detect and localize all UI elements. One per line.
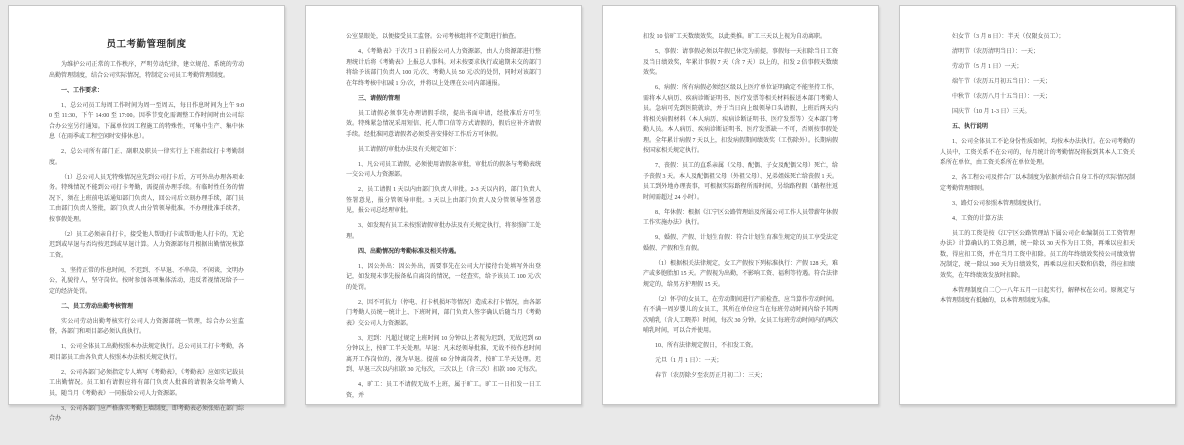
- page-3-content: [603, 6, 878, 402]
- paragraph: 元旦（1 月 1 日）：一天；: [655, 358, 723, 364]
- section-heading: 四、出勤情况的考勤标准及相关待遇。: [358, 248, 461, 255]
- paragraph: 4、工资的计算方法: [952, 215, 1004, 222]
- paragraph: 本管理制度自二〇一八年五月一日起实行，解释权在公司。原规定与本管理制度有抵触的，以本管理制度为准。: [940, 287, 1135, 304]
- paragraph: 4、《考勤表》于次月 3 日前报公司人力资源部，由人力资源部进行整理统计后将《考勤表》上报总人事科。对未按要求执行或逾期未交的部门将给予该部门负责人 100 元/次、考勤人员 50 元/次的处罚，同时对该部门在年终考核中扣减 1 分/次，并将以上处理在公司内部通报。: [346, 49, 541, 87]
- section-heading: 三、请假的管理: [358, 95, 401, 102]
- page-2[interactable]: [305, 5, 582, 405]
- page-4[interactable]: [899, 5, 1176, 405]
- paragraph: 2、公司各部门必须指定专人填写《考勤表》，《考勤表》应如实记载员工出勤情况。员工如有请假应将有部门负责人批准的请假条交给考勤人员，随当月《考勤表》一同报给公司人力资源部。: [49, 369, 245, 397]
- paragraph-continuation: 扣发 10 倍旷工天数绩效奖，以此类推。旷工三天以上视为自动离职。: [643, 34, 827, 40]
- paragraph: 5、事假：请事假必须以年假已休完为前提，事假每一天扣除当日工资及当日绩效奖，年累计事假 7 天（含 7 天）以上的，扣发 2 倍事假天数绩效奖。: [643, 49, 839, 76]
- paragraph: （2）员工必须亲自打卡，接受他人帮助打卡或帮助他人打卡的，无论迟到或早退与否均按迟到或早退计算。人力资源部每月根据出勤情况核算工资。: [49, 231, 245, 259]
- paragraph: 3、路灯公司参照本管理制度执行。: [952, 200, 1046, 207]
- paragraph: 2、因不可抗力（停电、打卡机损坏等情况）造成未打卡情况，由各部门考勤人员统一统计上、下班时间，部门负责人签字确认后随当月《考勤表》交公司人力资源部。: [346, 299, 542, 327]
- paragraph: 7、丧假：员工的直系亲属（父母、配偶、子女及配偶父母）死亡，给予丧假 3 天。本人及配偶祖父母（外祖父母）、兄弟姐妹死亡给丧假 1 天。员工到外地办理丧事，可根据实际路程所需时间，另给路程假（路程往返时间需超过 24 小时）。: [643, 163, 839, 201]
- paragraph: 国庆节（10 月 1-3 日）三天。: [952, 109, 1031, 115]
- paragraph: 妇女节（3 月 8 日）：半天（仅限女员工）；: [952, 34, 1065, 40]
- paragraph: 3、如发现有员工未按照请假审批办法及有关规定执行，将参照旷工处理。: [346, 223, 542, 240]
- paragraph: 员工请假必须事先办理请假手续，提出书面申请，经批准后方可生效。特殊紧急情况采用短信、托人带口信等方式请假的，假后应补齐请假手续。经批准同意请假者必须妥善安排好工作后方可休假。: [346, 110, 541, 138]
- paragraph: 清明节（农历清明当日）：一天；: [952, 49, 1040, 55]
- paragraph: 2、员工请假 1 天以内由部门负责人审批。2-3 天以内的，部门负责人签署意见，报分管领导审批。3 天以上由部门负责人及分管领导签署意见，报公司总经理审批。: [346, 187, 541, 214]
- paragraph: 1、因公外出：因公外出，需要事先在公司大厅接待台处填写外出登记，如发现未事先报备私自离岗的情况，一经查实，给予该员工 100 元/次的处罚。: [346, 263, 541, 291]
- paragraph: （1）总公司人员无特殊情况应先到公司打卡后，方可外出办理各项业务。特殊情况不能到公司打卡考勤，需提前办理手续。有临时性任务的情况下，须在上班前电话通知部门负责人，回公司后立刻办理手续，部门员工由部门负责人签批，部门负责人由分管领导批准。不办理批准手续者，按事假处理。: [49, 174, 245, 223]
- paragraph: 3、公司各部门应严格落实考勤上墙制度，即考勤表必须张贴在部门综合办: [49, 405, 245, 422]
- paragraph: 1、总公司员工每周工作时间为周一至周五，每日作息时间为上午 9:00 至 11:30，下午 14:00 至 17:00。因季节变化需调整工作时间时由公司综合办公室另行通知。下属单位因工程施工的特殊性，可集中生产、集中休息（在雨季或工程空闲时安排休息）。: [49, 102, 244, 140]
- page-1-content: [9, 6, 284, 445]
- paragraph: 3、坚持正常的作息时间，不迟到、不早退、不串岗、不闲谈，文明办公，礼貌待人，坚守岗位。按时参加各项集体活动，违反者视情况给予一定的经济处罚。: [49, 267, 245, 295]
- paragraph-continuation: 公室显眼处，以便接受员工监督。公司考核组将不定期进行抽查。: [346, 34, 521, 40]
- paragraph: 3、迟到：凡超过规定上班时间 10 分钟以上者视为迟到，无故迟到 60 分钟以上，按旷工半天处理。早退：凡未经领导批准，无故不按作息时间离开工作岗位的，视为早退。提前 60 分钟离岗者，按旷工半天处理。迟到、早退三次以内扣款 30 元每次，三次以上（含三次）扣款 100 元每次。: [346, 335, 542, 373]
- page-2-content: [306, 6, 581, 422]
- document-title: 员工考勤管理制度: [106, 40, 187, 50]
- page-1[interactable]: [8, 5, 285, 422]
- paragraph: 春节（农历除夕至农历正月初二）：三天；: [655, 373, 767, 379]
- section-heading: 一、工作要求：: [61, 87, 104, 94]
- paragraph: 劳动节（5 月 1 日）一天；: [952, 64, 1023, 70]
- paragraph: （1）根据相关法律规定，女工产假按下列标准执行：产假 128 天，难产或多胞胎加 15 天。产假视为出勤，不影响工资、福利等待遇。符合法律规定的，给男方护理假 15 天。: [643, 260, 839, 288]
- paragraph: 1、公司全体员工出勤按照本办法规定执行。总公司员工打卡考勤，各项目部员工由各负责人按照本办法相关规定执行。: [49, 344, 245, 361]
- section-heading: 二、员工劳动出勤考核管理: [61, 303, 134, 310]
- paragraph: 8、年休假：根据《江宁区公路管理站及所属公司工作人员带薪年休假工作实施办法》执行。: [643, 209, 839, 226]
- paragraph: 2、总公司所有部门正、副职及职员一律实行上下班指纹打卡考勤制度。: [49, 149, 244, 166]
- paragraph: 2、各工程公司及拌合厂以本制度为依据并结合自身工作的实际情况制定考勤管理细则。: [940, 175, 1136, 192]
- paragraph: 员工的工资是按《江宁区公路管理站下属公司企业编制员工工资管理办法》计算确认的工资总额，统一除以 30 天作为日工资，再乘以应扣天数，得应扣工资，并在当月工资中扣除。员工的年终绩效奖按公司绩效情况制定，统一除以 360 天为日绩效奖，再乘以应扣天数和倍数，得应扣绩效奖，在年终绩效发放时扣除。: [940, 230, 1135, 279]
- paragraph: （2）怀孕的女员工，在劳动期间进行产前检查，应当算作劳动时间。有不满一周岁婴儿的女员工，其所在单位应当在每班劳动时间内给予其两次哺乳（含人工喂养）时间，每次 30 分钟。女员工每班劳动时间内的两次哺乳时间，可以合并使用。: [643, 296, 839, 334]
- page-3[interactable]: [602, 5, 879, 405]
- paragraph: 实公司劳动出勤考核实行公司人力资源部统一管理，综合办公室监督，各部门和项目部必须认真执行。: [49, 318, 244, 335]
- paragraph: 10、所有法律规定假日，不扣发工资。: [655, 343, 758, 349]
- page-4-content: [900, 6, 1175, 327]
- paragraph: 中秋节（农历八月十五当日）：一天；: [952, 94, 1052, 100]
- paragraph: 6、病假：所有病假必须经区级以上医疗单位证明确定不能坚持工作，需将本人病历、疾病诊断证明书、医疗发票等相关材料报送本部门考勤人员。急病可先到医院就诊，并于当日向上级领导口头请假，上班后两天内将相关病假材料（本人病历、疾病诊断证明书、医疗发票等）交本部门考勤人员。本人病历、疾病诊断证明书、医疗发票缺一不可，否则按事假处理。全年累计病假 7 天以上，扣发病假期间绩效奖（工伤除外）。长期病假按国家相关规定执行。: [643, 85, 839, 154]
- section-heading: 五、执行说明: [952, 124, 989, 130]
- paragraph: 9、婚假、产假、计划生育假：符合计划生育准生规定的员工享受法定婚假、产假和生育假。: [643, 235, 839, 252]
- paragraph: 4、旷工：员工不请假无故不上班，属于旷工。旷工一日扣发一日工资，并: [346, 382, 541, 399]
- paragraph: 端午节（农历五月初五当日）：一天；: [952, 79, 1052, 85]
- paragraph: 1、公司全体员工不论身份性质如何，均按本办法执行。在公司考勤的人员中，工资关系不在公司的，每月统计的考勤情况将报到其本人工资关系所在单位，由工资关系所在单位处理。: [940, 139, 1136, 166]
- paragraph: 为维护公司正常的工作秩序，严明劳动纪律，建立规范、系统的劳动出勤管理制度，结合公司实际情况，特制定公司员工考勤管理制度。: [49, 62, 244, 79]
- paragraph: 员工请假的审批办法及有关规定如下：: [358, 146, 461, 153]
- paragraph: 1、凡公司员工请假，必须使用请假条审批，审批后的假条与考勤表统一交公司人力资源部。: [346, 161, 542, 178]
